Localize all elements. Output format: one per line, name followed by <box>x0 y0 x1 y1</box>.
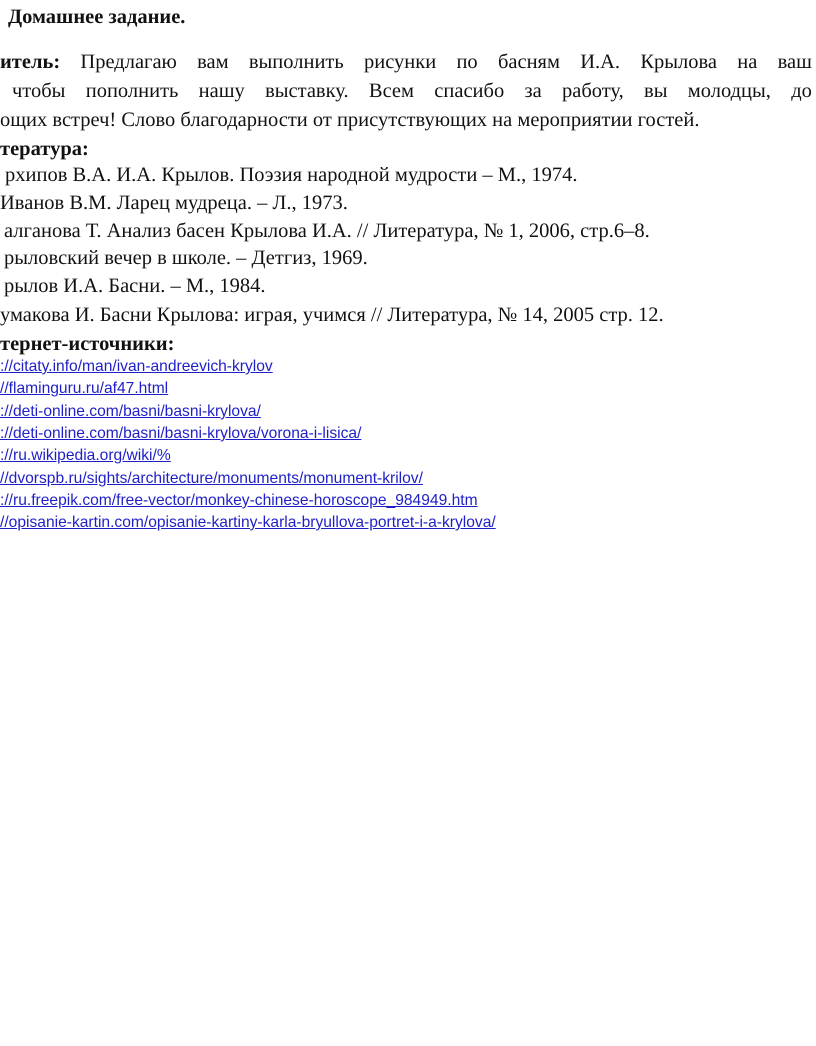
internet-source-link[interactable]: //opisanie-kartin.com/opisanie-kartiny-karla-bryullova-portret-i-a-krylova/ <box>0 514 496 531</box>
teacher-word: выполнить <box>248 51 344 73</box>
teacher-line-2 <box>12 78 812 104</box>
teacher-word: выставку. <box>265 80 349 102</box>
teacher-line-1 <box>0 49 812 75</box>
internet-source-link[interactable]: //flaminguru.ru/af47.html <box>0 380 169 397</box>
teacher-line-3: ощих встреч! Слово благодарности от присутствующих на мероприятии гостей. <box>0 109 700 131</box>
teacher-word: пополнить <box>85 80 179 102</box>
teacher-word: ваш <box>777 51 812 73</box>
teacher-label: итель: <box>0 51 61 73</box>
teacher-word: вам <box>197 51 229 73</box>
internet-sources-heading: тернет-источники: <box>0 333 175 355</box>
internet-source-link[interactable]: //dvorspb.ru/sights/architecture/monuments/monument-krilov/ <box>0 470 423 487</box>
teacher-word: по <box>456 51 478 73</box>
teacher-word: до <box>791 80 812 102</box>
literature-item: алганова Т. Анализ басен Крылова И.А. // Литература, № 1, 2006, стр.6–8. <box>4 220 650 242</box>
teacher-word: нашу <box>198 80 245 102</box>
homework-heading: Домашнее задание. <box>8 6 186 28</box>
internet-source-link[interactable]: ://ru.freepik.com/free-vector/monkey-chinese-horoscope_984949.htm <box>0 492 478 509</box>
teacher-word: вы <box>644 80 668 102</box>
teacher-word: И.А. <box>580 51 621 73</box>
internet-source-link[interactable]: ://ru.wikipedia.org/wiki/% <box>0 447 171 464</box>
teacher-word: работу, <box>561 80 624 102</box>
literature-item: рылов И.А. Басни. – М., 1984. <box>4 275 266 297</box>
literature-item: Иванов В.М. Ларец мудреца. – Л., 1973. <box>0 192 348 214</box>
teacher-word: на <box>737 51 758 73</box>
teacher-word: рисунки <box>364 51 437 73</box>
teacher-word: чтобы <box>12 80 66 102</box>
literature-item: рхипов В.А. И.А. Крылов. Поэзия народной мудрости – М., 1974. <box>5 164 578 186</box>
literature-heading: тература: <box>0 138 89 160</box>
teacher-word: спасибо <box>434 80 505 102</box>
teacher-word: басням <box>497 51 560 73</box>
teacher-word: Предлагаю <box>80 51 177 73</box>
teacher-word: молодцы, <box>687 80 771 102</box>
literature-item: умакова И. Басни Крылова: играя, учимся // Литература, № 14, 2005 стр. 12. <box>0 304 664 326</box>
teacher-word: за <box>524 80 542 102</box>
internet-source-link[interactable]: ://deti-online.com/basni/basni-krylova/vorona-i-lisica/ <box>0 425 362 442</box>
literature-item: рыловский вечер в школе. – Детгиз, 1969. <box>4 247 368 269</box>
internet-source-link[interactable]: ://deti-online.com/basni/basni-krylova/ <box>0 403 261 420</box>
internet-source-link[interactable]: ://citaty.info/man/ivan-andreevich-krylov <box>0 358 273 375</box>
teacher-word: Всем <box>368 80 414 102</box>
teacher-word: Крылова <box>640 51 717 73</box>
